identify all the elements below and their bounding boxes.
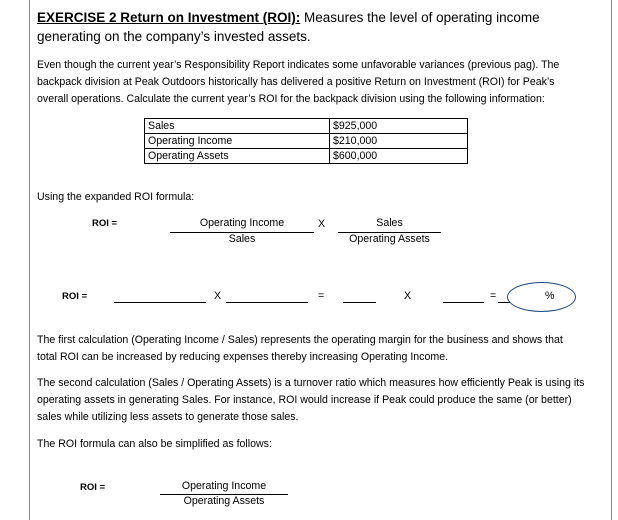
multiply-sign-1: X bbox=[318, 218, 326, 230]
roi-lhs-2: ROI = bbox=[62, 291, 88, 302]
table-cell-label: Sales bbox=[145, 119, 330, 134]
formula3-operating-assets: Operating Assets bbox=[183, 495, 265, 507]
multiply-sign-2: X bbox=[214, 290, 222, 302]
table-cell-value: $210,000 bbox=[330, 134, 468, 149]
expanded-formula-heading: Using the expanded ROI formula: bbox=[37, 191, 195, 203]
formula1-operating-income: Operating Income bbox=[199, 217, 285, 229]
formula3-operating-income: Operating Income bbox=[181, 480, 267, 492]
percent-sign: % bbox=[545, 290, 555, 302]
answer-blank-2[interactable] bbox=[226, 302, 308, 303]
table-cell-label: Operating Assets bbox=[145, 149, 330, 164]
answer-blank-4[interactable] bbox=[443, 302, 484, 303]
answer-circle[interactable] bbox=[507, 282, 576, 312]
table-cell-label: Operating Income bbox=[145, 134, 330, 149]
table-cell-value: $600,000 bbox=[330, 149, 468, 164]
answer-blank-3[interactable] bbox=[343, 302, 376, 303]
roi-lhs-1: ROI = bbox=[92, 218, 118, 229]
equals-sign-1: = bbox=[318, 290, 325, 302]
operating-margin-paragraph: The first calculation (Operating Income / Sales) represents the operating margin for the business and shows that total ROI can be increased by reducing expenses thereby increasing Operating Income. bbox=[37, 334, 563, 363]
intro-paragraph: Even though the current year’s Responsibility Report indicates some unfavorable variances (previous pag). The backpack division at Peak Outdoors historically has delivered a positive Return on Investment (ROI) for Peak’s overall operations. Calculate the current year’s ROI for the backpack division using the following information: bbox=[37, 59, 560, 105]
table-row bbox=[145, 134, 468, 149]
info-table bbox=[144, 118, 468, 164]
formula1-operating-assets: Operating Assets bbox=[349, 233, 430, 245]
exercise-heading bbox=[37, 8, 597, 46]
table-row bbox=[145, 149, 468, 164]
formula1-sales-numerator: Sales bbox=[376, 217, 403, 229]
exercise-description: Measures the level of operating income generating on the company’s invested assets. bbox=[37, 10, 540, 44]
table-cell-value: $925,000 bbox=[330, 119, 468, 134]
table-row bbox=[145, 119, 468, 134]
turnover-ratio-paragraph: The second calculation (Sales / Operating Assets) is a turnover ratio which measures how efficiently Peak is using its operating assets in generating Sales. For instance, ROI would increase if Peak could produce the same (or better) sales while utilizing less assets to generate those sales. bbox=[37, 377, 585, 423]
answer-blank-1[interactable] bbox=[114, 302, 206, 303]
exercise-label: EXERCISE 2 Return on Investment (ROI): bbox=[37, 10, 301, 25]
formula1-sales-denominator: Sales bbox=[228, 233, 256, 245]
simplified-formula-heading: The ROI formula can also be simplified as follows: bbox=[37, 438, 272, 450]
equals-sign-2: = bbox=[490, 290, 497, 302]
roi-lhs-3: ROI = bbox=[80, 482, 106, 493]
multiply-sign-3: X bbox=[404, 290, 412, 302]
